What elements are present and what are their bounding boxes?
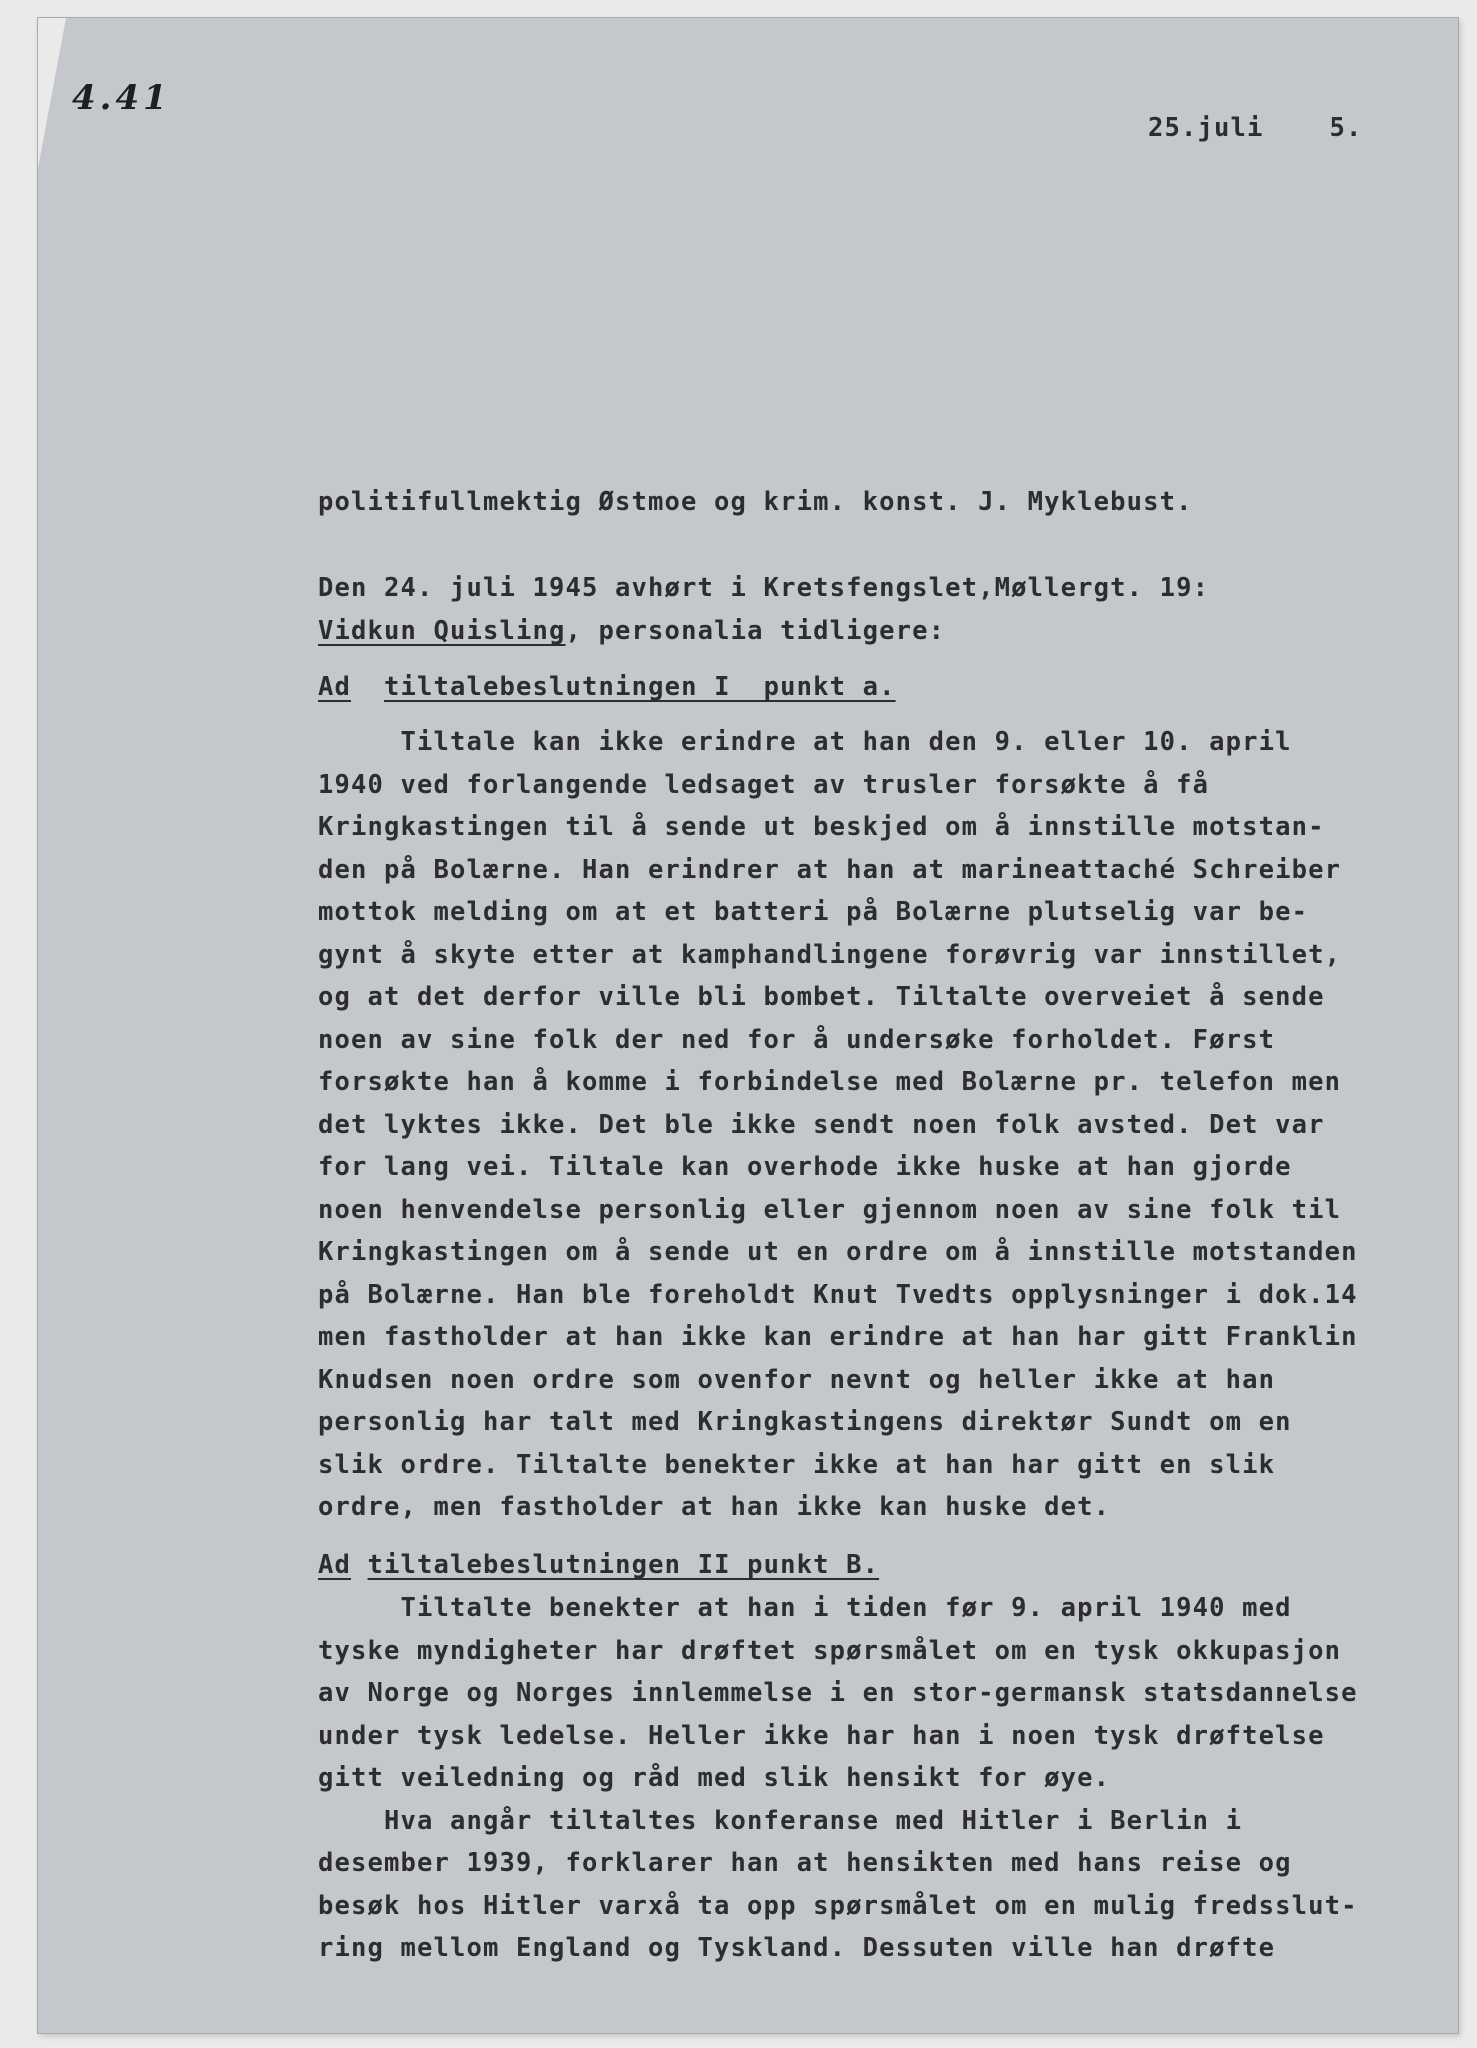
section-a-title: tiltalebeslutningen I punkt a. xyxy=(384,672,896,702)
paragraph-line: Hva angår tiltaltes konferanse med Hitler i Berlin i xyxy=(318,1805,1243,1836)
paragraph-line: men fastholder at han ikke kan erindre at han har gitt Franklin xyxy=(318,1322,1358,1352)
paragraph-line: Tiltalte benekter at han i tiden før 9. april 1940 med xyxy=(318,1593,1292,1623)
paragraph-line: for lang vei. Tiltale kan overhode ikke huske at han gjorde xyxy=(318,1152,1292,1182)
paragraph-line: Kringkastingen til å sende ut beskjed om å innstille motstan- xyxy=(318,812,1325,842)
paragraph-line: gynt å skyte etter at kamphandlingene forøvrig var innstillet, xyxy=(318,939,1342,970)
intro-officers-line: politifullmektig Østmoe og krim. konst. J. Myklebust. xyxy=(318,487,1193,517)
subject-rest: , personalia tidligere: xyxy=(565,616,946,646)
paragraph-line: ring mellom England og Tyskland. Dessuten ville han drøfte xyxy=(318,1933,1276,1963)
paragraph-line: noen henvendelse personlig eller gjennom noen av sine folk til xyxy=(318,1194,1342,1225)
section-b-heading xyxy=(318,1550,879,1580)
paragraph-line: gitt veiledning og råd med slik hensikt for øye. xyxy=(318,1763,1111,1793)
paragraph-line: og at det derfor ville bli bombet. Tiltalte overveiet å sende xyxy=(318,982,1325,1012)
intro-date-place-line: Den 24. juli 1945 avhørt i Kretsfengslet,Møllergt. 19: xyxy=(318,573,1210,603)
paragraph-line: ordre, men fastholder at han ikke kan huske det. xyxy=(318,1492,1111,1522)
paragraph-line: Kringkastingen om å sende ut en ordre om å innstille motstanden xyxy=(318,1237,1358,1267)
section-a-prefix: Ad xyxy=(318,672,352,702)
paragraph-line: av Norge og Norges innlemmelse i en stor-germansk statsdannelse xyxy=(318,1678,1358,1708)
paragraph-line: tyske myndigheter har drøftet spørsmålet om en tysk okkupasjon xyxy=(318,1635,1342,1666)
section-b-prefix: Ad xyxy=(318,1550,352,1580)
torn-corner xyxy=(38,18,66,168)
subject-name: Vidkun Quisling xyxy=(318,616,566,646)
paragraph-line: Tiltale kan ikke erindre at han den 9. eller 10. april xyxy=(318,727,1292,757)
page-header xyxy=(1148,113,1363,143)
paragraph-line: desember 1939, forklarer han at hensikten med hans reise og xyxy=(318,1848,1292,1878)
handwritten-folio-mark: 4.41 xyxy=(72,78,171,118)
paragraph-line: under tysk ledelse. Heller ikke har han i noen tysk drøftelse xyxy=(318,1720,1325,1751)
paragraph-line: forsøkte han å komme i forbindelse med Bolærne pr. telefon men xyxy=(318,1067,1342,1097)
paragraph-line: på Bolærne. Han ble foreholdt Knut Tvedts opplysninger i dok.14 xyxy=(318,1279,1358,1310)
paragraph-line: personlig har talt med Kringkastingens direktør Sundt om en xyxy=(318,1407,1292,1437)
section-b-title: tiltalebeslutningen II punkt B. xyxy=(367,1550,880,1580)
paragraph-line: det lyktes ikke. Det ble ikke sendt noen folk avsted. Det var xyxy=(318,1109,1325,1140)
paragraph-line: slik ordre. Tiltalte benekter ikke at han har gitt en slik xyxy=(318,1449,1276,1480)
header-date: 25.juli xyxy=(1148,113,1264,143)
paragraph-line: mottok melding om at et batteri på Bolærne plutselig var be- xyxy=(318,897,1309,927)
paragraph-line: noen av sine folk der ned for å undersøke forholdet. Først xyxy=(318,1024,1276,1055)
header-page-number: 5. xyxy=(1329,113,1363,143)
paragraph-line: 1940 ved forlangende ledsaget av trusler forsøkte å få xyxy=(318,769,1210,800)
paragraph-line: besøk hos Hitler varxå ta opp spørsmålet om en mulig fredsslut- xyxy=(318,1890,1358,1921)
section-a-heading xyxy=(318,672,896,702)
paragraph-line: den på Bolærne. Han erindrer at han at marineattaché Schreiber xyxy=(318,854,1342,885)
intro-subject-line xyxy=(318,616,945,646)
paragraph-line: Knudsen noen ordre som ovenfor nevnt og heller ikke at han xyxy=(318,1364,1276,1395)
